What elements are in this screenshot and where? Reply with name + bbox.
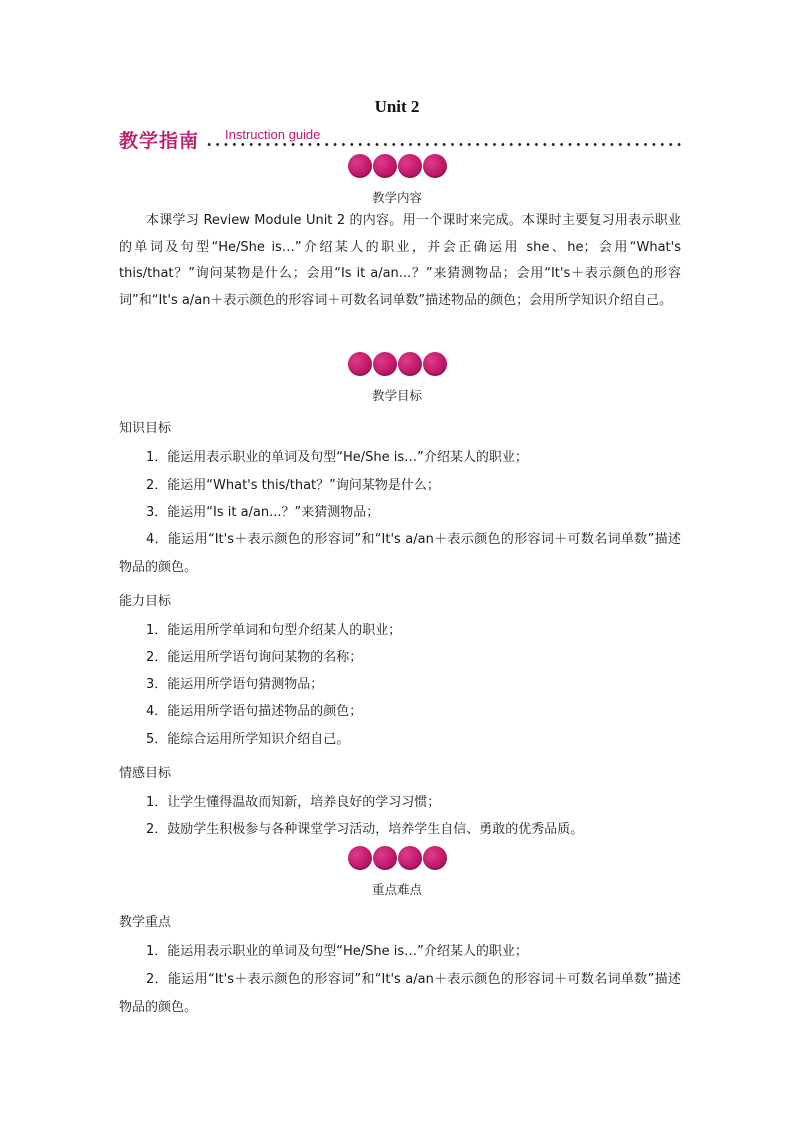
dotted-divider <box>205 143 681 146</box>
list-item: 2．能运用所学语句询问某物的名称； <box>146 650 363 665</box>
list-item: 2．鼓励学生积极参与各种课堂学习活动，培养学生自信、勇敢的优秀品质。 <box>146 822 584 837</box>
list-item: 2．能运用“It's＋表示颜色的形容词”和“It's a/an＋表示颜色的形容词＋可数名词单数”描述物品的颜色。 <box>119 972 681 1015</box>
list-item: 2．能运用“What's this/that？”询问某物是什么； <box>146 478 440 493</box>
guide-title-en: Instruction guide <box>225 127 321 142</box>
list-item: 1．能运用表示职业的单词及句型“He/She is…”介绍某人的职业； <box>146 944 528 959</box>
section-ornament-icon <box>0 846 794 872</box>
list-item: 4．能运用“It's＋表示颜色的形容词”和“It's a/an＋表示颜色的形容词＋可数名词单数”描述物品的颜色。 <box>119 532 681 575</box>
subheading-focus: 教学重点 <box>119 915 172 930</box>
list-item: 4．能运用所学语句描述物品的颜色； <box>146 704 363 719</box>
list-item: 3．能运用“Is it a/an...？”来猜测物品； <box>146 505 380 520</box>
subheading-emotion: 情感目标 <box>119 766 172 781</box>
section-title-content: 教学内容 <box>371 190 422 205</box>
list-item: 1．能运用表示职业的单词及句型“He/She is…”介绍某人的职业； <box>146 450 528 465</box>
list-item: 1．让学生懂得温故而知新，培养良好的学习习惯； <box>146 795 441 810</box>
unit-title: Unit 2 <box>374 97 420 116</box>
guide-title-cn: 教学指南 <box>119 130 200 152</box>
list-item: 1．能运用所学单词和句型介绍某人的职业； <box>146 623 402 638</box>
instruction-guide-header <box>119 124 681 152</box>
content-paragraph: 本课学习 Review Module Unit 2 的内容。用一个课时来完成。本课时主要复习用表示职业的单词及句型“He/She is…”介绍某人的职业，并会正确运用 she、he；会用“What's this/that？”询问某物是什么；会用“Is it a/an...？”来猜测物品；会用“It's＋表示颜色的形容词”和“It's a/an＋表示颜色的形容词＋可数名词单数”描述物品的颜色；会用所学知识介绍自己。 <box>119 213 681 308</box>
section-title-key-points: 重点难点 <box>371 882 422 897</box>
section-title-goals: 教学目标 <box>371 388 422 403</box>
section-ornament-icon <box>0 154 794 180</box>
subheading-ability: 能力目标 <box>119 594 172 609</box>
subheading-knowledge: 知识目标 <box>119 421 172 436</box>
section-ornament-icon <box>0 352 794 378</box>
list-item: 5．能综合运用所学知识介绍自己。 <box>146 732 350 747</box>
list-item: 3．能运用所学语句猜测物品； <box>146 677 324 692</box>
